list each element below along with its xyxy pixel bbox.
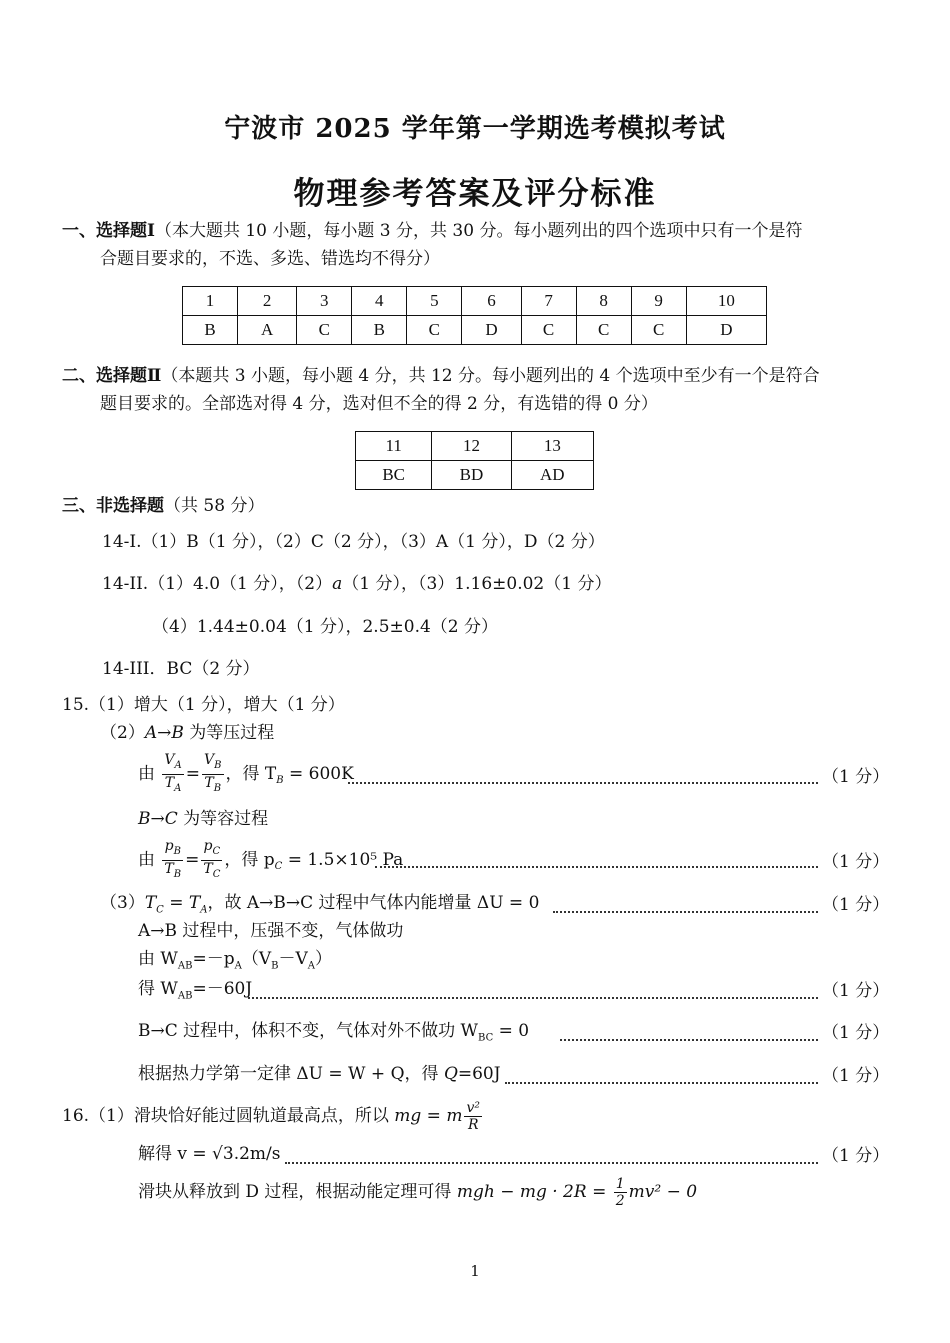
q15-p3-rest: ，故 A→B→C 过程中气体内能增量 ΔU = 0	[207, 893, 540, 913]
page-number: 1	[470, 1262, 480, 1280]
q15-eq1-frac-b: $\frac{V_B}{T_B}$	[204, 752, 222, 794]
section2-answer-row	[356, 461, 594, 490]
section1-desc2: 合题目要求的，不选、多选、错选均不得分）	[100, 249, 440, 269]
q15-bc-proc-a: B→C 过程中，体积不变，气体对外不做功 W	[138, 1021, 479, 1041]
q15-wab-result: 得 $W_{AB}=-60J$	[138, 979, 253, 1002]
q15-eq1-result: ，得 T	[225, 763, 277, 784]
page-title: 宁波市 2025 学年第一学期选考模拟考试	[224, 114, 726, 144]
section2-line1	[62, 363, 820, 389]
section3-desc: （共 58 分）	[164, 496, 265, 516]
score: （1 分）	[822, 1023, 890, 1043]
q15-bc	[138, 806, 268, 832]
score: （1 分）	[822, 1146, 890, 1166]
q15-bc-text: 为等容过程	[177, 809, 269, 829]
q15-part2	[100, 720, 274, 746]
section1-answers-cell: C	[521, 316, 576, 345]
q16-part1	[62, 1096, 484, 1136]
dot-leader	[375, 866, 818, 868]
q15-bc-label: B→C	[138, 809, 178, 829]
q15-ab-process: A→B 过程中，压强不变，气体做功	[138, 921, 404, 941]
q15-wab-eq-b: =－p	[192, 949, 235, 969]
page-subtitle: 物理参考答案及评分标准	[293, 176, 657, 212]
q15-wab-eq: 由 $W_{AB}=-p_A(V_B-V_A)$	[138, 949, 332, 972]
q15-eq2-val: = 1.5×10⁵ Pa	[282, 849, 404, 870]
q16-half-den: 2	[615, 1193, 625, 1209]
q15-eq1-you: 由	[138, 763, 155, 784]
q15-eq1: 由 $\frac{V_A}{T_A}$ = $\frac{V_B}{T_B}$ ，得 $T_B = 600K$	[138, 752, 354, 801]
q15-law-text: 根据热力学第一定律 ΔU = W + Q，得	[138, 1064, 444, 1084]
q16-label: 16.（1）滑块恰好能过圆轨道最高点，所以	[62, 1106, 395, 1126]
section2-answers-cell: BD	[432, 461, 511, 490]
section2-numbers-cell: 13	[511, 432, 593, 461]
q15-wab-res-b: =－60J	[192, 979, 253, 999]
q15-wab-eq-e: ）	[315, 949, 332, 969]
score: （1 分）	[822, 895, 890, 915]
q15-wab-eq-a: 由 W	[138, 949, 178, 969]
section1-answers-cell: D	[686, 316, 766, 345]
q15-wab-eq-d: －V	[278, 949, 308, 969]
q16-frac-den: R	[467, 1117, 479, 1133]
q15-p3-label: （3）	[100, 893, 145, 913]
q15-part3: $(3)T_C = T_A$，故 A→B→C 过程中气体内能增量 ΔU = 0	[100, 893, 540, 916]
q16-energy-tail: mv² − 0	[628, 1182, 698, 1202]
section1-answers-cell: C	[576, 316, 631, 345]
section1-numbers-cell: 1	[183, 287, 238, 316]
q15-p2-label: （2）	[100, 723, 145, 743]
dot-leader	[285, 1162, 818, 1164]
q14-2-pre: 14-II.（1）4.0（1 分），（2）	[102, 574, 333, 594]
q15-eq1-val: = 600K	[283, 763, 354, 784]
dot-leader	[348, 782, 818, 784]
section1-desc1: （本大题共 10 小题，每小题 3 分，共 30 分。每小题列出的四个选项中只有一个是符	[154, 221, 803, 241]
section1-numbers-cell: 9	[631, 287, 686, 316]
q14-2-var: a	[332, 574, 343, 594]
section1-numbers-cell: 6	[462, 287, 521, 316]
q14-2-answer-a	[102, 571, 611, 597]
section1-number-row	[183, 287, 767, 316]
q15-wab-res-a: 得 W	[138, 979, 178, 999]
q16-mg: mg = m	[394, 1106, 463, 1126]
score: （1 分）	[822, 1066, 890, 1086]
section1-answer-table	[182, 286, 767, 345]
q16-frac-num: v²	[466, 1100, 480, 1116]
dot-leader	[560, 1039, 818, 1041]
q15-first-law	[138, 1061, 501, 1087]
q16-energy-eq: mgh − mg · 2R =	[456, 1182, 612, 1202]
q14-2-post: （1 分），（3）1.16±0.02（1 分）	[342, 574, 612, 594]
section2-numbers-cell: 12	[432, 432, 511, 461]
dot-leader	[505, 1082, 818, 1084]
section1-answers-cell: B	[183, 316, 238, 345]
q15-law-q: Q	[443, 1064, 458, 1084]
section1-numbers-cell: 10	[686, 287, 766, 316]
section1-heading: 一、选择题Ⅰ	[62, 221, 155, 241]
q15-eq2: 由 $\frac{p_B}{T_B}$ = $\frac{p_C}{T_C}$ ，得 $p_C = 1.5\times 10^5$ Pa	[138, 838, 403, 887]
section1-numbers-cell: 3	[297, 287, 352, 316]
section2-number-row	[356, 432, 594, 461]
section2-answers-cell: BC	[356, 461, 432, 490]
q16-half-frac	[614, 1176, 627, 1209]
section2-answers-cell: AD	[511, 461, 593, 490]
q15-eq1-sub: B	[276, 775, 284, 787]
dot-leader	[553, 911, 818, 913]
section1-numbers-cell: 8	[576, 287, 631, 316]
section3-heading: 三、非选择题	[62, 496, 164, 516]
dot-leader	[248, 997, 818, 999]
q14-1-answer: 14-I.（1）B（1 分），（2）C（2 分），（3）A（1 分），D（2 分）	[102, 532, 605, 552]
q16-energy-text: 滑块从释放到 D 过程，根据动能定理可得	[138, 1182, 457, 1202]
section2-desc1: （本题共 3 小题，每小题 4 分，共 12 分。每小题列出的 4 个选项中至少有一个是符合	[161, 366, 820, 386]
q15-eq2-result: ，得 p	[224, 849, 275, 870]
section2-numbers-cell: 11	[356, 432, 432, 461]
section1-line1	[62, 218, 802, 244]
q15-p2-ab-text: 为等压过程	[183, 723, 275, 743]
q15-eq2-sub: C	[274, 861, 283, 873]
q15-wab-eq-c: （V	[241, 949, 272, 969]
q15-law-val: =60J	[457, 1064, 501, 1084]
q15-label: 15.（1）增大（1 分），增大（1 分）	[62, 695, 345, 715]
section1-answer-row	[183, 316, 767, 345]
q15-bc-process: B→C 过程中，体积不变，气体对外不做功 $W_{BC} = 0$	[138, 1021, 530, 1044]
q15-bc-proc-b: = 0	[493, 1021, 530, 1041]
q16-solve: 解得 v = √3.2m/s	[138, 1144, 281, 1164]
score: （1 分）	[822, 981, 890, 1001]
q15-eq2-frac-b: $\frac{p_C}{T_C}$	[203, 838, 221, 880]
q15-eq1-frac-a: $\frac{V_A}{T_A}$	[164, 752, 182, 794]
score: （1 分）	[822, 852, 890, 872]
section2-desc2: 题目要求的。全部选对得 4 分，选对但不全的得 2 分，有选错的得 0 分）	[100, 394, 658, 414]
section2-answer-table	[355, 431, 594, 490]
section1-numbers-cell: 7	[521, 287, 576, 316]
q15-p2-ab: A→B	[144, 723, 184, 743]
section1-answers-cell: C	[407, 316, 462, 345]
section1-numbers-cell: 4	[352, 287, 407, 316]
q15-eq2-you: 由	[138, 849, 155, 870]
q15-eq2-frac-a: $\frac{p_B}{T_B}$	[164, 838, 182, 880]
q16-energy	[138, 1172, 697, 1212]
section2-heading: 二、选择题Ⅱ	[62, 366, 162, 386]
section1-numbers-cell: 2	[238, 287, 297, 316]
score: （1 分）	[822, 767, 890, 787]
section1-answers-cell: C	[297, 316, 352, 345]
section1-answers-cell: D	[462, 316, 521, 345]
section1-numbers-cell: 5	[407, 287, 462, 316]
q16-frac-v2r	[464, 1100, 482, 1133]
q16-half-num: 1	[615, 1176, 625, 1192]
q14-2-answer-b: （4）1.44±0.04（1 分），2.5±0.4（2 分）	[152, 617, 499, 637]
section3-line	[62, 493, 264, 519]
section1-answers-cell: C	[631, 316, 686, 345]
q14-3-answer: 14-III．BC（2 分）	[102, 659, 260, 679]
section1-answers-cell: A	[238, 316, 297, 345]
section1-answers-cell: B	[352, 316, 407, 345]
